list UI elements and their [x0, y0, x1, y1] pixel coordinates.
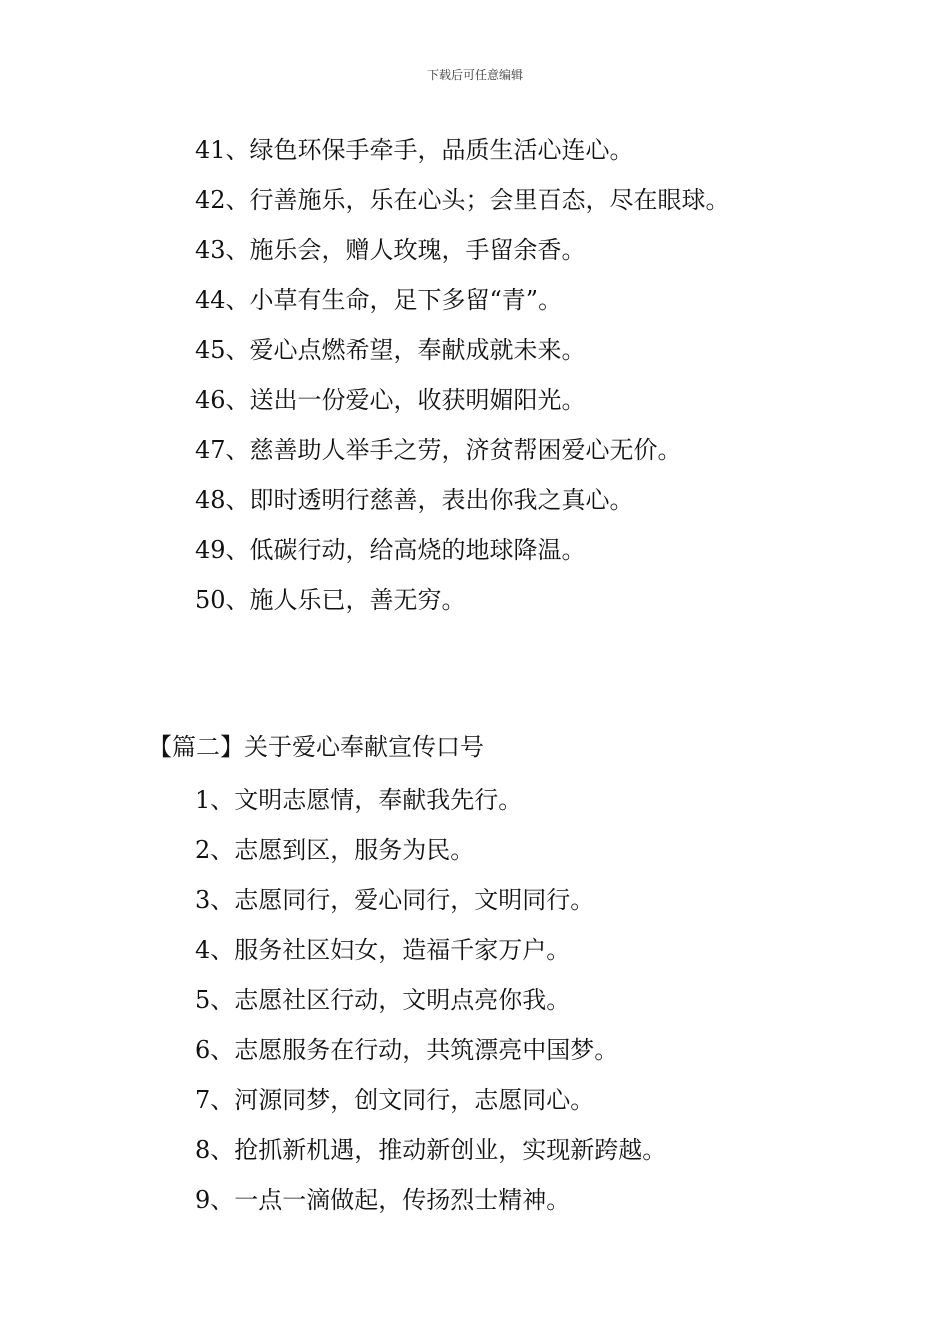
slogan-item-3: 3、志愿同行，爱心同行，文明同行。	[195, 886, 595, 914]
slogan-item-7: 7、河源同梦，创文同行，志愿同心。	[195, 1086, 595, 1114]
slogan-item-2: 2、志愿到区，服务为民。	[195, 836, 475, 864]
slogan-item-43: 43、施乐会，赠人玫瑰，手留余香。	[195, 236, 586, 264]
slogan-item-5: 5、志愿社区行动，文明点亮你我。	[195, 986, 571, 1014]
section-two-heading: 【篇二】关于爱心奉献宣传口号	[148, 733, 484, 761]
slogan-list-part-two	[195, 782, 666, 1232]
slogan-item-47: 47、慈善助人举手之劳，济贫帮困爱心无价。	[195, 436, 682, 464]
slogan-item-8: 8、抢抓新机遇，推动新创业，实现新跨越。	[195, 1136, 667, 1164]
slogan-item-44: 44、小草有生命，足下多留“青”。	[195, 286, 563, 314]
slogan-list-part-one	[195, 132, 730, 632]
slogan-item-4: 4、服务社区妇女，造福千家万户。	[195, 936, 571, 964]
slogan-item-48: 48、即时透明行慈善，表出你我之真心。	[195, 486, 634, 514]
slogan-item-50: 50、施人乐已，善无穷。	[195, 586, 466, 614]
slogan-item-6: 6、志愿服务在行动，共筑漂亮中国梦。	[195, 1036, 619, 1064]
slogan-item-9: 9、一点一滴做起，传扬烈士精神。	[195, 1186, 571, 1214]
page-header-note: 下载后可任意编辑	[426, 68, 523, 82]
slogan-item-46: 46、送出一份爱心，收获明媚阳光。	[195, 386, 586, 414]
slogan-item-42: 42、行善施乐，乐在心头；会里百态，尽在眼球。	[195, 186, 730, 214]
slogan-item-49: 49、低碳行动，给高烧的地球降温。	[195, 536, 586, 564]
slogan-item-45: 45、爱心点燃希望，奉献成就未来。	[195, 336, 586, 364]
slogan-item-41: 41、绿色环保手牵手，品质生活心连心。	[195, 136, 634, 164]
slogan-item-1: 1、文明志愿情，奉献我先行。	[195, 786, 523, 814]
